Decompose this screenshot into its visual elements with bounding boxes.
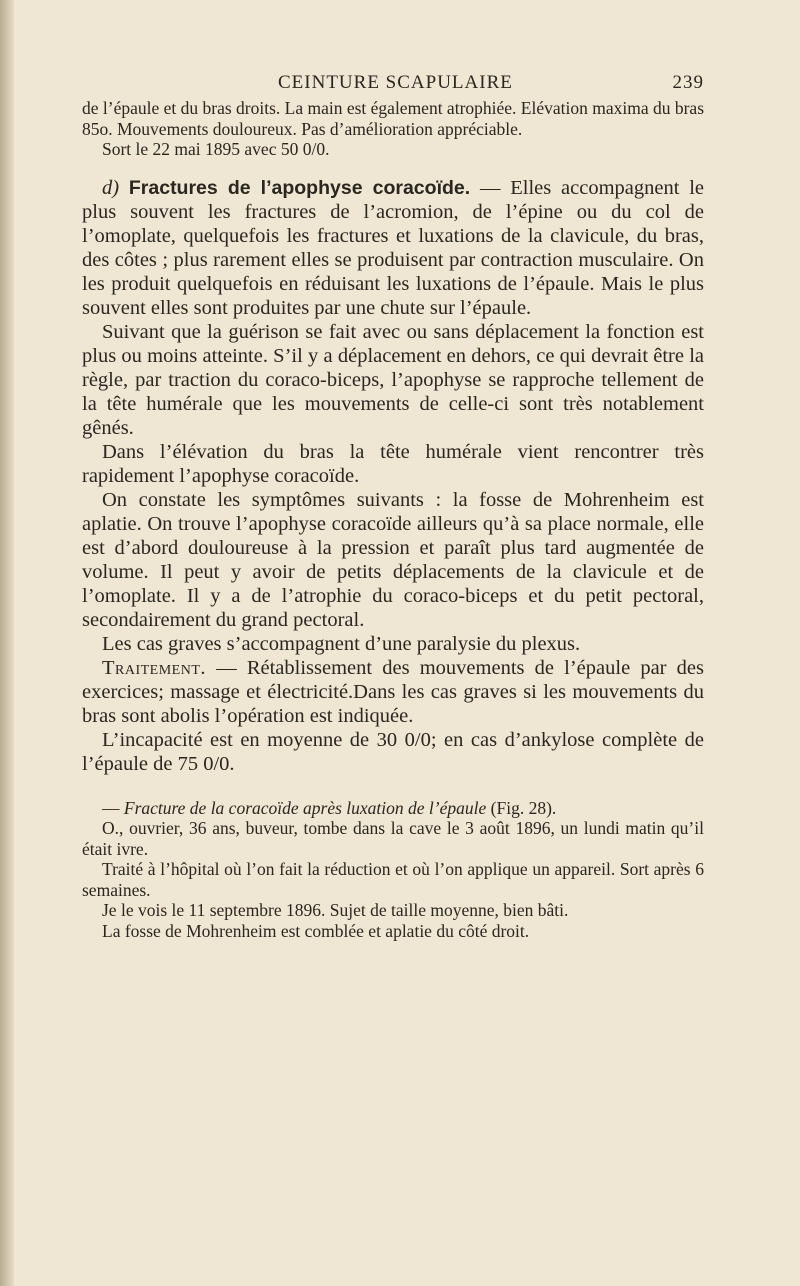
- section-intro-paragraph: [82, 176, 704, 320]
- running-header: [82, 70, 704, 98]
- previous-case-end: [82, 98, 704, 160]
- treatment-label: Traitement.: [102, 656, 207, 679]
- paragraph-displacement: Suivant que la guérison se fait avec ou sans déplacement la fonction est plus ou moins atteinte. S’il y a déplacement en dehors, ce qui devrait être la règle, par traction du coraco-biceps, l’apophyse se rapproche tellement de la tête humérale que les mouvements de celle-ci sont très notablement gênés.: [82, 320, 704, 439]
- paragraph-elevation: Dans l’élévation du bras la tête humérale vient rencontrer très rapidement l’apophyse coracoïde.: [82, 440, 704, 487]
- case-title: [82, 798, 704, 819]
- case-report: [82, 798, 704, 942]
- case-end-discharge: Sort le 22 mai 1895 avec 50 0/0.: [102, 139, 330, 159]
- page-number: 239: [672, 72, 704, 93]
- book-page: [82, 70, 704, 941]
- section-letter: d): [102, 176, 120, 199]
- section-coracoid-fractures: [82, 176, 704, 776]
- case-paragraph-exam: Je le vois le 11 septembre 1896. Sujet de taille moyenne, bien bâti.: [102, 900, 569, 920]
- treatment-text: — Rétablissement des mouvements de l’épaule par des exercices; massage et électricité.Dans les cas graves si les mouvements du bras sont abolis l’opération est indiquée.: [82, 656, 704, 727]
- paragraph-symptoms: On constate les symptômes suivants : la fosse de Mohrenheim est aplatie. On trouve l’apophyse coracoïde ailleurs qu’à sa place normale, elle est d’abord douloureuse à la pression et paraît plus tard augmentée de volume. Il peut y avoir de petits déplacements de la clavicule et de l’omoplate. Il y a de l’atrophie du coraco-biceps et du petit pectoral, secondairement du grand pectoral.: [82, 488, 704, 631]
- figure-reference: (Fig. 28).: [486, 797, 557, 818]
- paragraph-incapacity: L’incapacité est en moyenne de 30 0/0; en cas d’ankylose complète de l’épaule de 75 0/0.: [82, 728, 704, 775]
- case-paragraph-history: O., ouvrier, 36 ans, buveur, tombe dans la cave le 3 août 1896, un lundi matin qu’il était ivre.: [82, 818, 704, 859]
- case-end-paragraph: de l’épaule et du bras droits. La main est également atrophiée. Elévation maxima du bras 85o. Mouvements douloureux. Pas d’amélioration appréciable.: [82, 98, 705, 139]
- paragraph-plexus: Les cas graves s’accompagnent d’une paralysie du plexus.: [102, 632, 581, 655]
- paragraph-treatment: [82, 656, 704, 728]
- case-paragraph-finding: La fosse de Mohrenheim est comblée et aplatie du côté droit.: [102, 920, 530, 941]
- section-heading: Fractures de l’apophyse coracoïde.: [128, 176, 471, 199]
- page-binding-edge: [0, 0, 14, 1286]
- case-paragraph-treatment: Traité à l’hôpital où l’on fait la réduction et où l’on applique un appareil. Sort après 6 semaines.: [82, 859, 704, 900]
- case-title-dash: —: [102, 797, 124, 818]
- section-intro-text: — Elles accompagnent le plus souvent les fractures de l’acromion, de l’épine ou du col de l’omoplate, quelquefois les fractures et luxations de la clavicule, du bras, des côtes ; plus rarement elles se produisent par contraction musculaire. On les produit quelquefois en réduisant les luxations de l’épaule. Mais le plus souvent elles sont produites par une chute sur l’épaule.: [82, 176, 704, 319]
- running-title: CEINTURE SCAPULAIRE: [278, 72, 513, 93]
- case-title-italic: Fracture de la coracoïde après luxation de l’épaule: [123, 797, 487, 818]
